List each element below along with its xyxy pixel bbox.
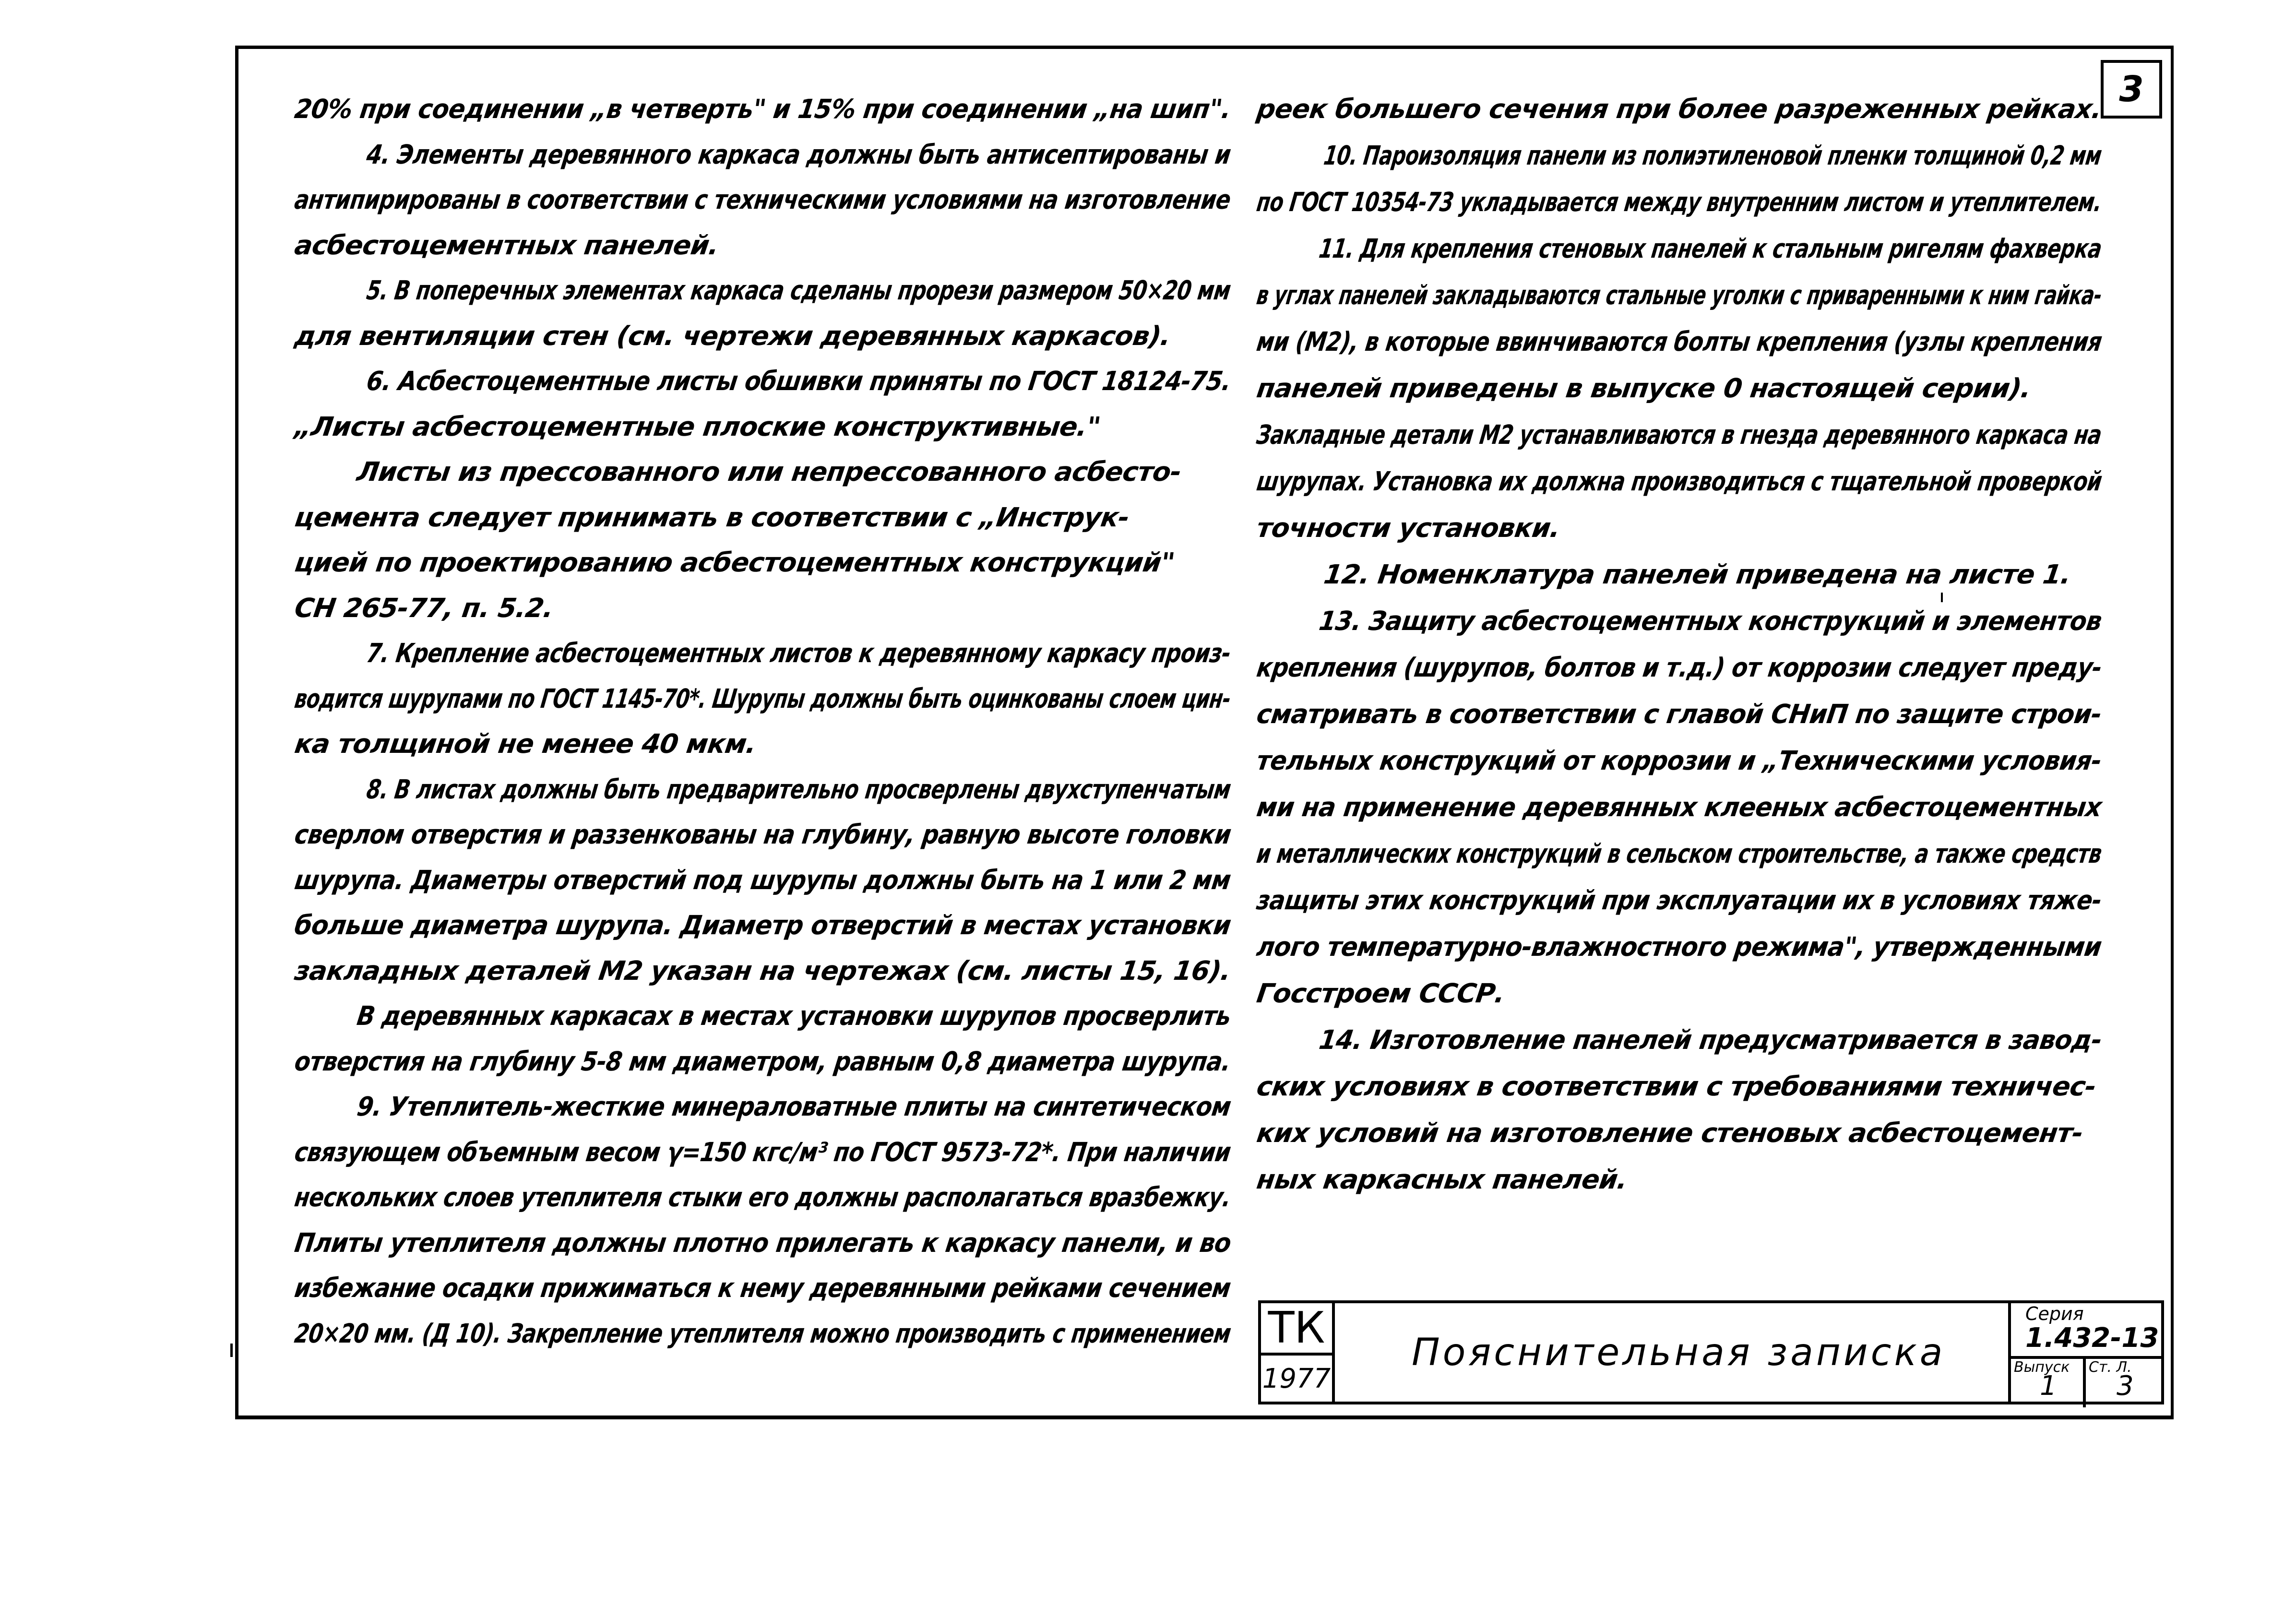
text-line: Закладные детали М2 устанавливаются в гнезда деревянного каркаса на xyxy=(1255,419,2104,450)
text-line: и металлических конструкций в сельском строительстве, а также средств xyxy=(1255,838,2104,869)
text-line: закладных деталей М2 указан на чертежах (см. листы 15, 16). xyxy=(293,955,1233,986)
text-line: 12. Номенклатура панелей приведена на листе 1. xyxy=(1322,559,2073,590)
text-line: асбестоцементных панелей. xyxy=(293,229,721,261)
text-line: 10. Пароизоляция панели из полиэтиленовой пленки толщиной 0,2 мм xyxy=(1322,140,2104,171)
text-line: нескольких слоев утеплителя стыки его должны располагаться вразбежку. xyxy=(293,1182,1233,1213)
text-line: в углах панелей закладываются стальные уголки с приваренными к ним гайка- xyxy=(1255,280,2104,310)
series-value: 1.432-13 xyxy=(2025,1322,2159,1354)
margin-tick xyxy=(1941,593,1943,602)
text-line: избежание осадки прижиматься к нему деревянными рейками сечением xyxy=(293,1273,1233,1303)
text-line: защиты этих конструкций при эксплуатации их в условиях тяже- xyxy=(1255,885,2104,916)
text-line: 4. Элементы деревянного каркаса должны быть антисептированы и xyxy=(365,139,1233,170)
title-block-title xyxy=(1332,1300,2011,1404)
text-line: водится шурупами по ГОСТ 1145-70*. Шурупы должны быть оцинкованы слоем цин- xyxy=(293,683,1233,714)
text-line: связующем объемным весом γ=150 кгс/м³ по ГОСТ 9573-72*. При наличии xyxy=(293,1136,1233,1167)
text-line: точности установки. xyxy=(1255,512,1562,543)
sheet-value: 3 xyxy=(2117,1370,2134,1402)
text-line: 20% при соединении „в четверть" и 15% при соединении „на шип". xyxy=(293,94,1233,124)
text-line: для вентиляции стен (см. чертежи деревянных каркасов). xyxy=(293,320,1173,351)
text-line: 6. Асбестоцементные листы обшивки приняты по ГОСТ 18124-75. xyxy=(365,366,1233,396)
sheet-bottom-border xyxy=(235,1416,2174,1419)
year-text: 1977 xyxy=(1262,1363,1331,1394)
text-line: Госстроем СССР. xyxy=(1255,978,1507,1009)
issue-value: 1 xyxy=(2040,1370,2057,1402)
text-line: 14. Изготовление панелей предусматривается в завод- xyxy=(1317,1024,2104,1055)
title-block-vertical-divider xyxy=(2083,1356,2086,1407)
title-block-year xyxy=(1258,1353,1335,1404)
text-line: 7. Крепление асбестоцементных листов к деревянному каркасу произ- xyxy=(365,638,1233,668)
text-line: ми (М2), в которые ввинчиваются болты крепления (узлы крепления xyxy=(1255,326,2104,357)
text-line: отверстия на глубину 5-8 мм диаметром, равным 0,8 диаметра шурупа. xyxy=(293,1046,1233,1077)
title-block-organization xyxy=(1258,1300,1335,1356)
text-line: по ГОСТ 10354-73 укладывается между внутренним листом и утеплителем. xyxy=(1255,187,2104,217)
text-line: 8. В листах должны быть предварительно просверлены двухступенчатым xyxy=(365,773,1233,805)
text-line: Плиты утеплителя должны плотно прилегать к каркасу панели, и во xyxy=(293,1227,1233,1258)
text-line: цией по проектированию асбестоцементных конструкций" xyxy=(293,547,1177,578)
text-line: крепления (шурупов, болтов и т.д.) от коррозии следует преду- xyxy=(1255,652,2104,683)
text-line: лого температурно-влажностного режима", утвержденными xyxy=(1255,931,2104,962)
page-number: 3 xyxy=(2119,69,2144,110)
text-line: ных каркасных панелей. xyxy=(1255,1164,1630,1195)
margin-tick xyxy=(230,1344,233,1357)
text-line: сверлом отверстия и раззенкованы на глубину, равную высоте головки xyxy=(293,819,1233,850)
text-line: цемента следует принимать в соответствии с „Инструк- xyxy=(293,501,1131,533)
text-line: Листы из прессованного или непрессованного асбесто- xyxy=(355,456,1183,487)
page-number-box xyxy=(2101,60,2162,119)
text-line: 20×20 мм. (Д 10). Закрепление утеплителя можно производить с применением xyxy=(293,1318,1233,1349)
text-line: 13. Защиту асбестоцементных конструкций и элементов xyxy=(1317,606,2104,636)
series-label: Серия xyxy=(2025,1303,2084,1324)
text-line: 9. Утеплитель-жесткие минераловатные плиты на синтетическом xyxy=(355,1091,1233,1122)
text-line: 5. В поперечных элементах каркаса сделаны прорези размером 50×20 мм xyxy=(365,275,1233,306)
text-line: шурупа. Диаметры отверстий под шурупы должны быть на 1 или 2 мм xyxy=(293,864,1233,895)
text-line: СН 265-77, п. 5.2. xyxy=(293,592,556,623)
text-line: ка толщиной не менее 40 мкм. xyxy=(293,728,758,759)
text-line: сматривать в соответствии с главой СНиП по защите строи- xyxy=(1255,699,2104,729)
text-line: В деревянных каркасах в местах установки шурупов просверлить xyxy=(355,1000,1233,1031)
text-line: реек большего сечения при более разреженных рейках. xyxy=(1255,94,2104,124)
organization-code: ТК xyxy=(1268,1303,1325,1353)
title-block-series xyxy=(2008,1300,2164,1404)
text-line: „Листы асбестоцементные плоские конструктивные." xyxy=(293,411,1103,442)
text-line: панелей приведены в выпуске 0 настоящей серии). xyxy=(1255,373,2033,404)
text-line: больше диаметра шурупа. Диаметр отверстий в местах установки xyxy=(293,910,1233,940)
text-line: 11. Для крепления стеновых панелей к стальным ригелям фахверка xyxy=(1317,233,2104,264)
text-line: тельных конструкций от коррозии и „Техническими условия- xyxy=(1255,745,2104,776)
document-title: Пояснительная записка xyxy=(1412,1331,1946,1374)
sheet-label: Ст. Л. xyxy=(2089,1359,2132,1376)
text-line: ких условий на изготовление стеновых асбестоцемент- xyxy=(1255,1118,2085,1148)
text-line: ских условиях в соответствии с требованиями техничес- xyxy=(1255,1071,2098,1102)
issue-label: Выпуск xyxy=(2014,1359,2070,1376)
text-line: ми на применение деревянных клееных асбестоцементных xyxy=(1255,792,2104,822)
text-line: шурупах. Установка их должна производиться с тщательной проверкой xyxy=(1255,466,2104,497)
text-line: антипирированы в соответствии с техническими условиями на изготовление xyxy=(293,184,1233,215)
